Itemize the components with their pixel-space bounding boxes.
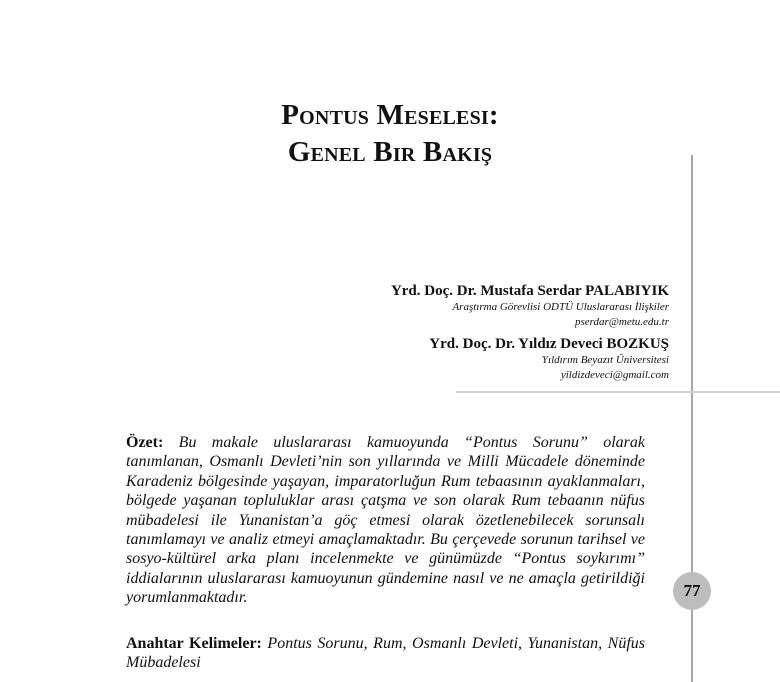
keywords bbox=[126, 634, 645, 673]
author-email: pserdar@metu.edu.tr bbox=[574, 316, 669, 328]
keywords-label: Anahtar Kelimeler: bbox=[126, 635, 268, 652]
article-title-line-2: Genel Bir Bakış bbox=[287, 136, 493, 168]
abstract-label: Özet: bbox=[126, 434, 179, 451]
author-affiliation: Yıldırım Beyazıt Üniversitesi bbox=[541, 354, 669, 366]
abstract bbox=[126, 433, 645, 608]
horizontal-divider-line bbox=[456, 391, 780, 393]
author-affiliation: Araştırma Görevlisi ODTÜ Uluslararası İlişkiler bbox=[452, 301, 669, 313]
author-name: Yrd. Doç. Dr. Mustafa Serdar PALABIYIK bbox=[390, 283, 669, 299]
page-number-badge: 77 bbox=[673, 572, 711, 610]
author-block-2 bbox=[429, 335, 669, 383]
author-email: yildizdeveci@gmail.com bbox=[560, 369, 669, 381]
article-title-line-1: Pontus Meselesi: bbox=[281, 99, 499, 131]
author-name: Yrd. Doç. Dr. Yıldız Deveci BOZKUŞ bbox=[429, 336, 669, 352]
abstract-text: Bu makale uluslararası kamuoyunda “Pontus Sorunu” olarak tanımlanan, Osmanlı Devleti’nin son yıllarında ve Milli Mücadele döneminde Karadeniz bölgesinde yaşayan, imparatorluğun Rum tebaasının ayaklanmaları, bölgede yaşanan topluluklar arası çatşma ve son olarak Rum tebaanın nüfus mübadelesi ile Yunanistan’a göç etmesi olarak özetlenebilecek sorunsalı tanımlamayı ve analiz etmeyi amaçlamaktadır. Bu çerçevede sorunun tarihsel ve sosyo-kültürel arka planı incelenmekte ve günümüzde “Pontus soykırımı” iddialarının uluslararası kamuoyunun gündemine nasıl ve ne amaçla getirildiği yorumlanmaktadır. bbox=[126, 434, 646, 607]
author-block-1 bbox=[391, 282, 669, 330]
keywords-text: Pontus Sorunu, Rum, Osmanlı Devleti, Yunanistan, Nüfus Mübadelesi bbox=[126, 635, 645, 672]
